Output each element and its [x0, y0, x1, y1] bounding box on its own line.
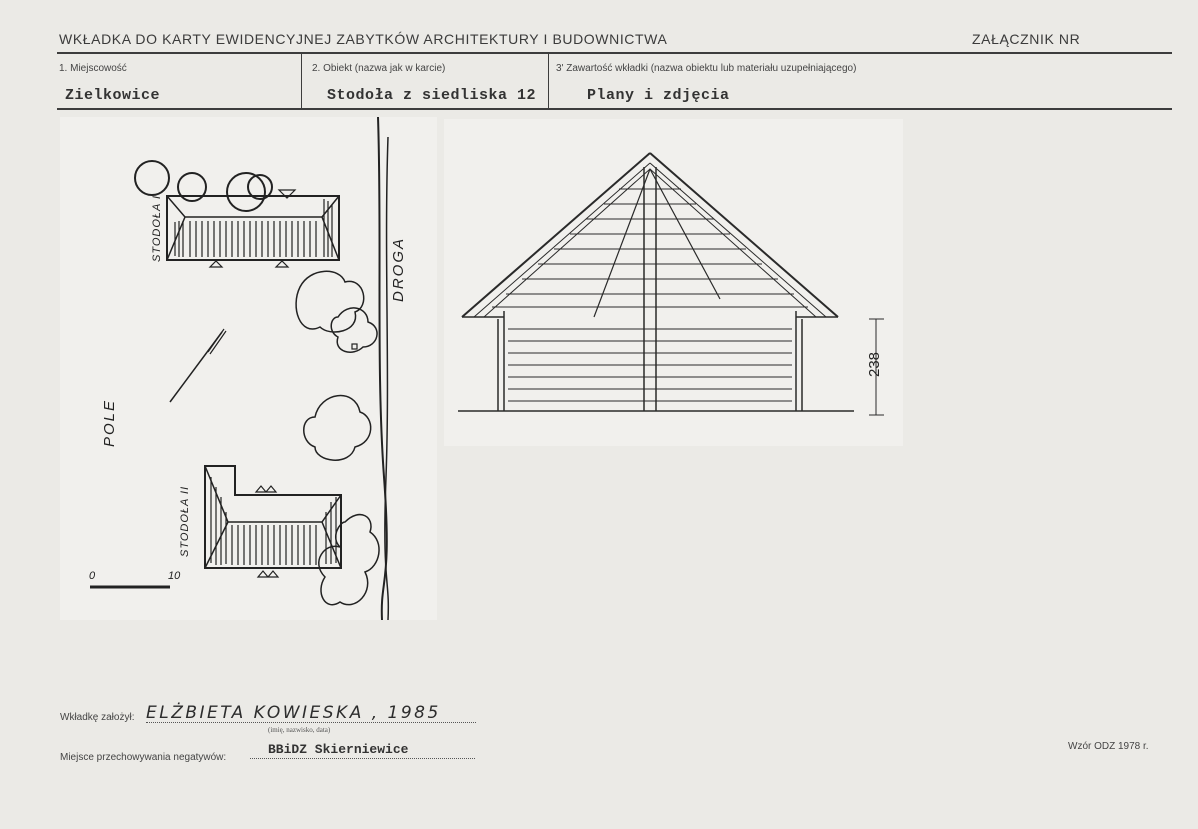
fields-bottom-rule — [57, 108, 1172, 110]
barn-elevation-drawing — [444, 119, 903, 446]
header-rule — [57, 52, 1172, 54]
content-label: 3' Zawartość wkładki (nazwa obiektu lub materiału uzupełniającego) — [556, 63, 857, 74]
scale-end: 10 — [168, 570, 181, 582]
annex-number-label: ZAŁĄCZNIK NR — [972, 31, 1081, 47]
barn-2-label: STODOŁA II — [179, 485, 191, 557]
created-by-label: Wkładkę założył: — [60, 712, 135, 723]
field-label: POLE — [101, 398, 118, 447]
negatives-line — [250, 758, 475, 759]
height-dimension: 238 — [866, 351, 883, 377]
field-divider-1 — [301, 54, 302, 108]
form-version: Wzór ODZ 1978 r. — [1068, 741, 1149, 752]
locality-label: 1. Miejscowość — [59, 63, 127, 74]
road-label: DROGA — [390, 236, 407, 302]
created-by-line — [146, 722, 476, 723]
site-plan-photo — [60, 117, 437, 620]
barn-elevation-photo — [444, 119, 903, 446]
negatives-label: Miejsce przechowywania negatywów: — [60, 752, 227, 763]
barn-1-label: STODOŁA I — [151, 194, 163, 262]
created-by-value: ELŻBIETA KOWIESKA , 1985 — [146, 703, 441, 723]
object-label: 2. Obiekt (nazwa jak w karcie) — [312, 63, 446, 74]
form-title: WKŁADKA DO KARTY EWIDENCYJNEJ ZABYTKÓW ARCHITEKTURY I BUDOWNICTWA — [59, 31, 668, 47]
created-by-hint: (imię, nazwisko, data) — [268, 726, 331, 734]
barn-1-outline — [167, 196, 339, 260]
content-value: Plany i zdjęcia — [587, 87, 730, 104]
negatives-value: BBiDZ Skierniewice — [268, 742, 409, 757]
locality-value: Zielkowice — [65, 87, 161, 104]
object-value: Stodoła z siedliska 12 — [327, 87, 537, 104]
scale-start: 0 — [89, 570, 96, 582]
field-divider-2 — [548, 54, 549, 108]
site-plan-drawing — [60, 117, 437, 620]
